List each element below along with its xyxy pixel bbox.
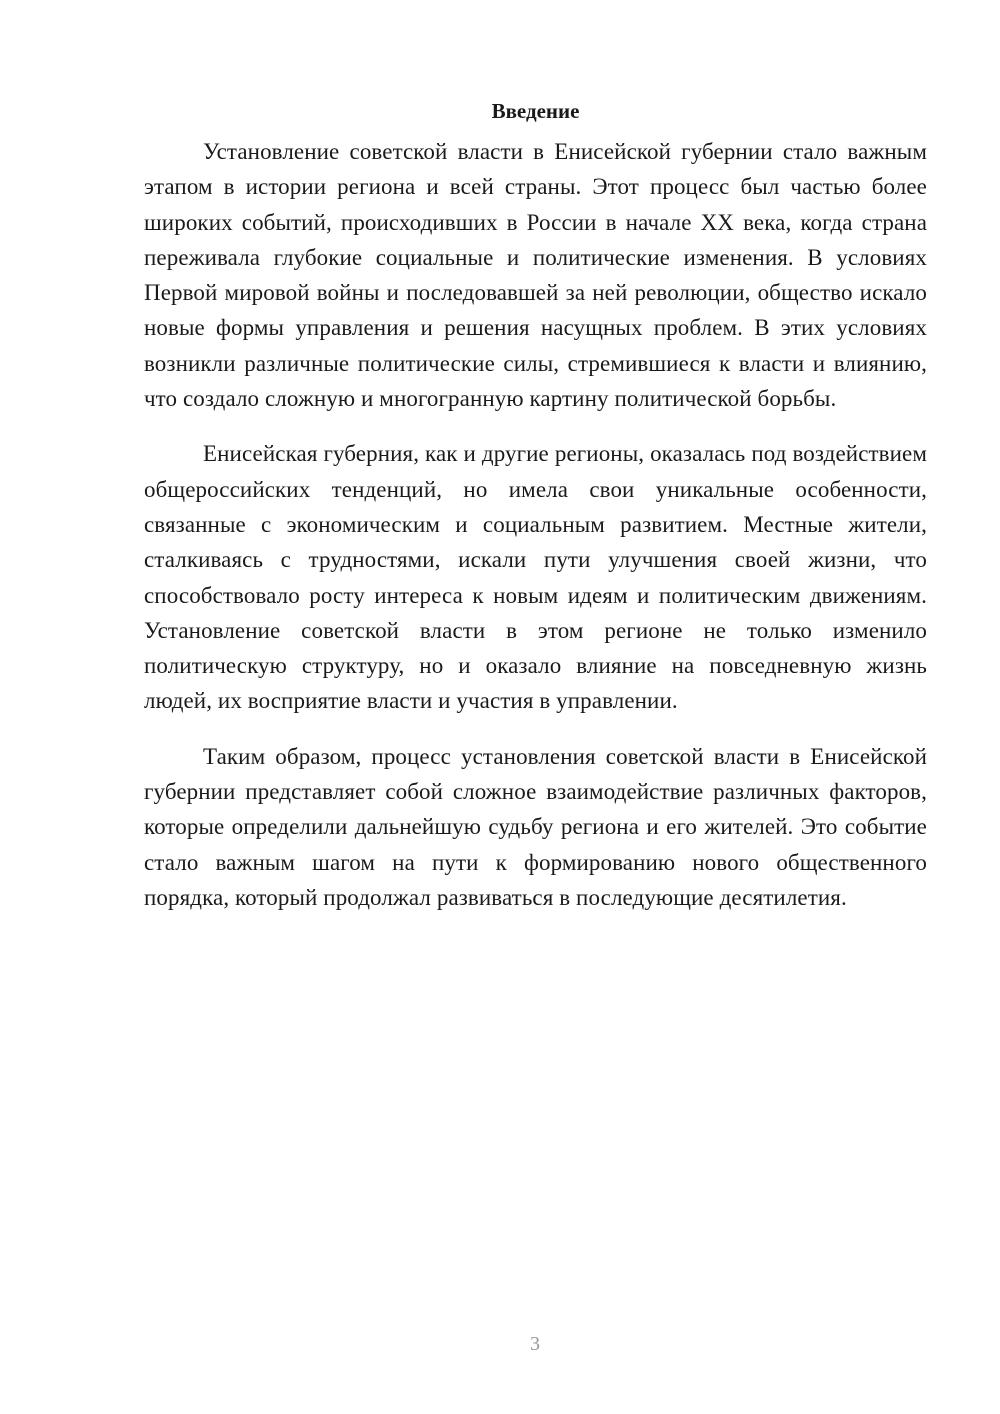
document-body <box>144 94 927 935</box>
paragraph-2: Енисейская губерния, как и другие регионы, оказалась под воздействием общероссийских тенденций, но имела свои уникальные особенности, связанные с экономическим и социальным развитием. Местные жители, сталкиваясь с трудностями, искали пути улучшения своей жизни, что способствовало росту интереса к новым идеям и политическим движениям. Установление советской власти в этом регионе не только изменило политическую структуру, но и оказало влияние на повседневную жизнь людей, их восприятие власти и участия в управлении. <box>144 441 927 714</box>
page-number: 3 <box>530 1333 540 1355</box>
paragraph-1: Установление советской власти в Енисейской губернии стало важным этапом в истории региона и всей страны. Этот процесс был частью более широких событий, происходивших в России в начале XX века, когда страна переживала глубокие социальные и политические изменения. В условиях Первой мировой войны и последовавшей за ней революции, общество искало новые формы управления и решения насущных проблем. В этих условиях возникли различные политические силы, стремившиеся к власти и влиянию, что создало сложную и многогранную картину политической борьбы. <box>144 139 927 412</box>
paragraph-3: Таким образом, процесс установления советской власти в Енисейской губернии представляет собой сложное взаимодействие различных факторов, которые определили дальнейшую судьбу региона и его жителей. Это событие стало важным шагом на пути к формированию нового общественного порядка, который продолжал развиваться в последующие десятилетия. <box>144 743 927 910</box>
section-heading: Введение <box>491 99 580 123</box>
